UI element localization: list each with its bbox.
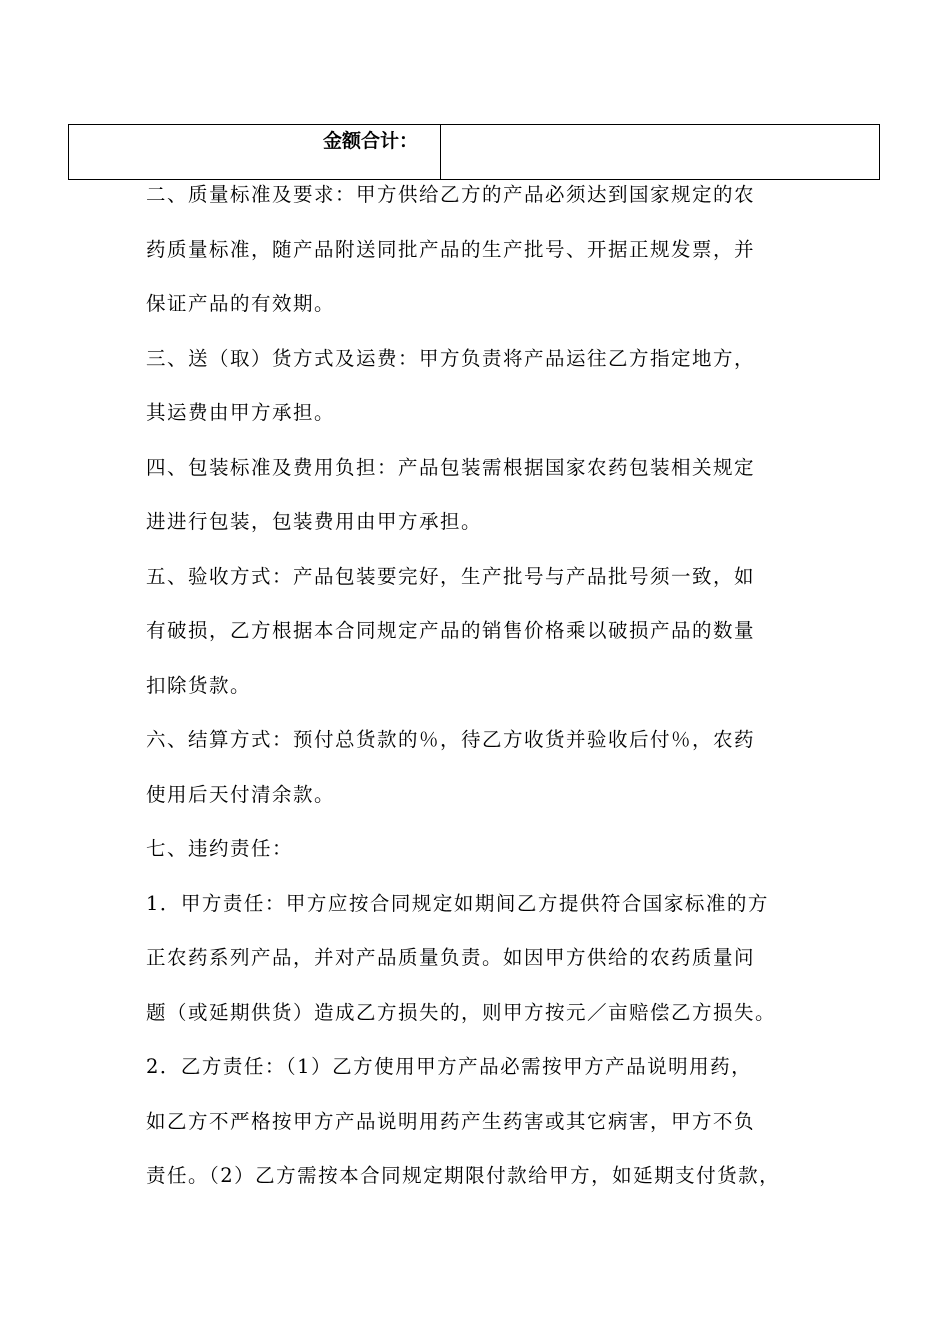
- text-line: 进进行包装，包装费用由甲方承担。: [146, 510, 483, 533]
- contract-body: [146, 168, 806, 1204]
- text-line: 2．乙方责任：（1）乙方使用甲方产品必需按甲方产品说明用药，: [146, 1055, 753, 1078]
- text-line: 题（或延期供货）造成乙方损失的，则甲方按元／亩赔偿乙方损失。: [146, 1000, 777, 1024]
- text-line: 使用后天付清余款。: [146, 782, 336, 806]
- text-line: 三、送（取）货方式及运费：甲方负责将产品运往乙方指定地方，: [146, 346, 756, 370]
- text-line: 正农药系列产品，并对产品质量负责。如因甲方供给的农药质量问: [146, 946, 756, 969]
- text-line: 如乙方不严格按甲方产品说明用药产生药害或其它病害，甲方不负: [146, 1109, 756, 1133]
- text-line: 五、验收方式：产品包装要完好，生产批号与产品批号须一致，如: [146, 564, 756, 588]
- text-line: 七、违约责任：: [146, 837, 294, 860]
- text-line: 四、包装标准及费用负担：产品包装需根据国家农药包装相关规定: [146, 455, 756, 479]
- text-line: 有破损，乙方根据本合同规定产品的销售价格乘以破损产品的数量: [146, 619, 756, 642]
- text-line: 保证产品的有效期。: [146, 292, 336, 315]
- amount-total-label: 金额合计：: [69, 125, 441, 179]
- text-line: 其运费由甲方承担。: [146, 401, 336, 424]
- text-line: 责任。（2）乙方需按本合同规定期限付款给甲方，如延期支付货款，: [146, 1164, 781, 1187]
- text-line: 1．甲方责任：甲方应按合同规定如期间乙方提供符合国家标准的方: [146, 891, 769, 915]
- text-line: 二、质量标准及要求：甲方供给乙方的产品必须达到国家规定的农: [146, 183, 756, 206]
- text-line: 药质量标准，随产品附送同批产品的生产批号、开据正规发票，并: [146, 237, 756, 261]
- text-line: 扣除货款。: [146, 673, 252, 697]
- text-line: 六、结算方式：预付总货款的％，待乙方收货并验收后付％，农药: [146, 728, 756, 751]
